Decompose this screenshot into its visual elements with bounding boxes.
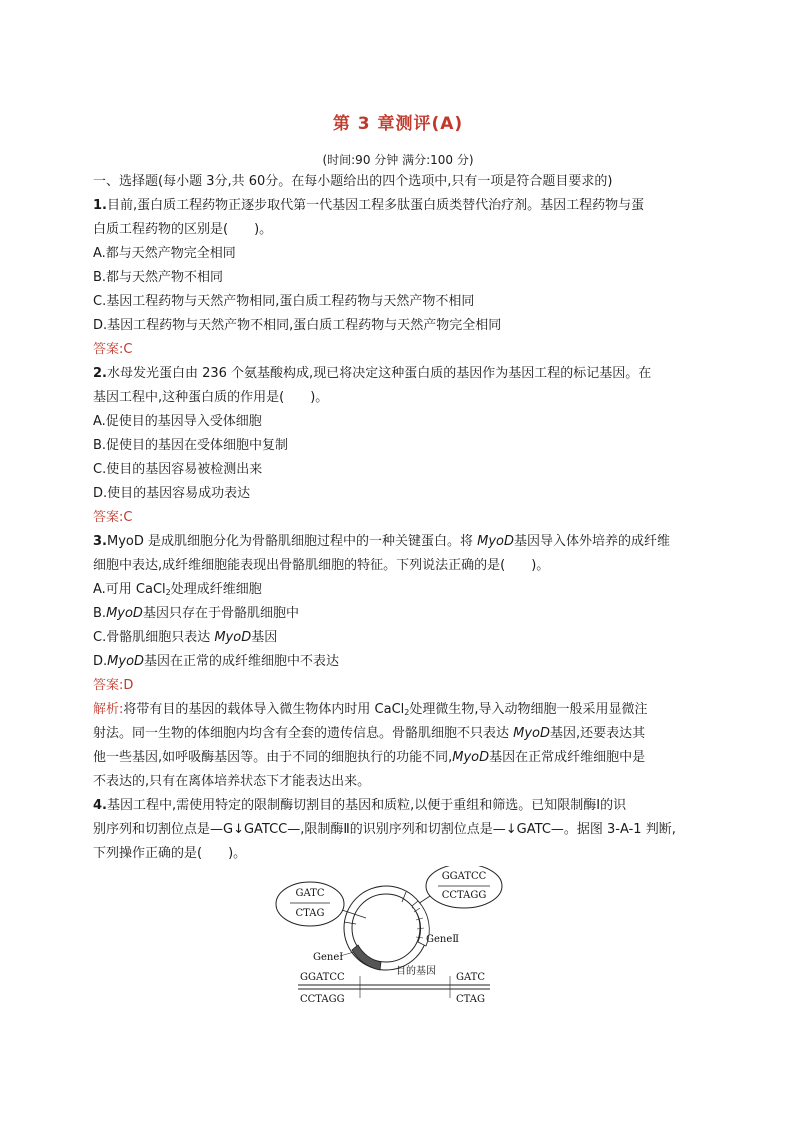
q1-stem-line1: 1.目前,蛋白质工程药物正逐步取代第一代基因工程多肽蛋白质类替代治疗剂。基因工程药物与蛋 (93, 198, 645, 213)
bottom-right-bottom: CTAG (456, 994, 485, 1005)
q2-number: 2. (93, 366, 107, 381)
q2-stem-line1: 2.水母发光蛋白由 236 个氨基酸构成,现已将决定这种蛋白质的基因作为基因工程的标记基因。在 (93, 366, 652, 381)
left-site-bottom: CTAG (295, 908, 325, 919)
q4-stem-line1: 4.基因工程中,需使用特定的限制酶切割目的基因和质粒,以便于重组和筛选。已知限制酶Ⅰ的识 (93, 798, 627, 813)
q3-explanation-line3: 他一些基因,如呼吸酶基因等。由于不同的细胞执行的功能不同,MyoD基因在正常成纤维细胞中是 (93, 750, 646, 765)
q1-option-b: B.都与天然产物不相同 (93, 270, 224, 285)
bottom-left-bottom: CCTAGG (300, 994, 345, 1005)
q3-stem-line1: 3.MyoD 是成肌细胞分化为骨骼肌细胞过程中的一种关键蛋白。将 MyoD基因导入体外培养的成纤维 (93, 534, 671, 549)
q3-answer: 答案:D (93, 678, 134, 693)
q3-explanation-line1: 解析:将带有目的基因的载体导入微生物体内时用 CaCl$_2$处理微生物,导入动物细胞一般采用显微注 (93, 702, 648, 717)
q1-stem-line2: 白质工程药物的区别是( )。 (93, 222, 273, 237)
q2-option-a: A.促使目的基因导入受体细胞 (93, 414, 262, 429)
question-body (93, 170, 703, 866)
page-title: 第 3 章测评(A) (332, 114, 464, 134)
q2-option-c: C.使目的基因容易被检测出来 (93, 462, 263, 477)
gene1-label: GeneⅠ (313, 952, 344, 963)
site1-mark (344, 922, 356, 924)
gene2-label: GeneⅡ (426, 934, 460, 945)
q3-option-c: C.骨骼肌细胞只表达 MyoD基因 (93, 630, 278, 645)
right-site-top: GGATCC (441, 871, 487, 882)
q2-option-b: B.促使目的基因在受体细胞中复制 (93, 438, 289, 453)
plasmid-outer-ring (344, 886, 428, 970)
q3-stem-line2: 细胞中表达,成纤维细胞能表现出骨骼肌细胞的特征。下列说法正确的是( )。 (93, 558, 550, 573)
plasmid-diagram (268, 866, 508, 1011)
q4-stem-line3: 下列操作正确的是( )。 (93, 846, 247, 861)
right-site-bottom: CCTAGG (441, 890, 487, 901)
q3-number: 3. (93, 534, 107, 549)
q1-answer: 答案:C (93, 342, 133, 357)
target-gene-label: 目的基因 (396, 966, 436, 977)
q4-stem-line2: 别序列和切割位点是—G↓GATCC—,限制酶Ⅱ的识别序列和切割位点是—↓GATC—。据图 3-A-1 判断, (93, 822, 676, 837)
section-heading: 一、选择题(每小题 3分,共 60分。在每小题给出的四个选项中,只有一项是符合题目要求的) (93, 174, 613, 189)
q1-option-d: D.基因工程药物与天然产物不相同,蛋白质工程药物与天然产物完全相同 (93, 318, 502, 333)
q3-explanation-line4: 不表达的,只有在离体培养状态下才能表达出来。 (93, 774, 371, 789)
q2-option-d: D.使目的基因容易成功表达 (93, 486, 251, 501)
bottom-right-top: GATC (456, 972, 485, 983)
q2-answer: 答案:C (93, 510, 133, 525)
plasmid-diagram-svg (268, 866, 508, 1011)
q2-stem-line2: 基因工程中,这种蛋白质的作用是( )。 (93, 390, 329, 405)
left-site-top: GATC (295, 888, 325, 899)
explanation-label: 解析: (93, 702, 124, 717)
q3-option-b: B.MyoD基因只存在于骨骼肌细胞中 (93, 606, 299, 621)
bottom-left-top: GGATCC (300, 972, 345, 983)
q1-number: 1. (93, 198, 107, 213)
q1-option-c: C.基因工程药物与天然产物相同,蛋白质工程药物与天然产物不相同 (93, 294, 475, 309)
q3-option-a: A.可用 CaCl$_2$处理成纤维细胞 (93, 582, 262, 597)
exam-info: (时间:90 分钟 满分:100 分) (322, 153, 474, 167)
q3-option-d: D.MyoD基因在正常的成纤维细胞中不表达 (93, 654, 340, 669)
q1-option-a: A.都与天然产物完全相同 (93, 246, 236, 261)
q3-explanation-line2: 射法。同一生物的体细胞内均含有全套的遗传信息。骨骼肌细胞不只表达 MyoD基因,还要表达其 (93, 726, 646, 741)
q4-number: 4. (93, 798, 107, 813)
